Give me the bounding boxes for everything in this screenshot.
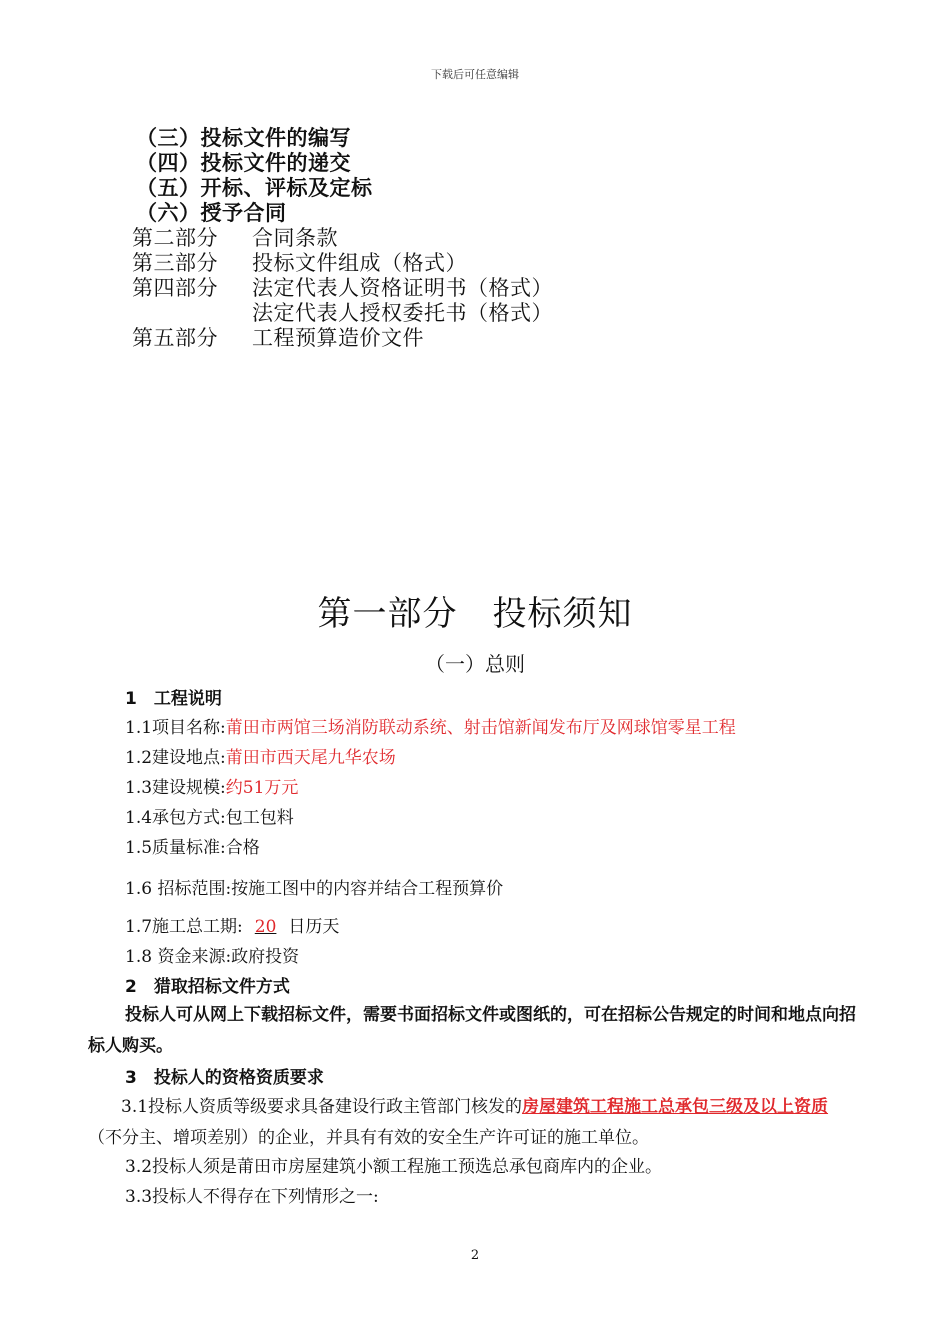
item-value: 包工包料 [225, 808, 294, 828]
toc-item-4: （四）投标文件的递交 [136, 151, 351, 175]
toc-part-4-sub: 法定代表人授权委托书（格式） [252, 301, 553, 325]
toc-part-label: 第五部分 [132, 326, 218, 350]
item-label: 1.3建设规模: [125, 778, 226, 798]
item-value: 莆田市两馆三场消防联动系统、射击馆新闻发布厅及网球馆零星工程 [225, 718, 736, 738]
toc-part-title: 合同条款 [252, 226, 338, 250]
item-1-4 [125, 806, 294, 830]
heading-1: 1 工程说明 [125, 689, 222, 709]
item-value: 莆田市西天尾九华农场 [225, 748, 396, 768]
item-value: 合格 [225, 838, 260, 858]
paragraph-3-2: 3.2投标人须是莆田市房屋建筑小额工程施工预选总承包商库内的企业。 [125, 1157, 663, 1177]
heading-2: 2 猎取招标文件方式 [125, 977, 290, 997]
toc-part-label: 第四部分 [132, 276, 218, 300]
toc-part-label: 第二部分 [132, 226, 218, 250]
item-value: 20 [254, 917, 277, 937]
toc-part-title: 工程预算造价文件 [252, 326, 424, 350]
toc-item-3: （三）投标文件的编写 [136, 126, 351, 150]
page-number: 2 [470, 1248, 480, 1263]
toc-item-5: （五）开标、评标及定标 [136, 176, 373, 200]
toc-part-2 [132, 226, 338, 251]
para-text: （不分主、增项差别）的企业，并具有有效的安全生产许可证的施工单位。 [88, 1128, 649, 1148]
section-title: （一）总则 [425, 652, 525, 676]
paragraph-3-1 [88, 1092, 858, 1154]
item-label: 1.6 招标范围: [125, 879, 232, 899]
toc-part-label: 第三部分 [132, 251, 218, 275]
item-label: 1.7施工总工期: [125, 917, 243, 937]
toc-item-6: （六）授予合同 [136, 201, 287, 225]
part-title: 第一部分 投标须知 [317, 594, 633, 634]
toc-part-title: 法定代表人资格证明书（格式） [252, 276, 553, 300]
item-suffix: 日历天 [288, 917, 340, 937]
item-label: 1.8 资金来源: [125, 947, 232, 967]
item-value: 政府投资 [231, 947, 300, 967]
item-1-6 [125, 877, 503, 901]
heading-3: 3 投标人的资格资质要求 [125, 1068, 324, 1088]
item-value: 按施工图中的内容并结合工程预算价 [231, 879, 504, 899]
paragraph-3-3: 3.3投标人不得存在下列情形之一: [125, 1187, 379, 1207]
item-label: 1.5质量标准: [125, 838, 226, 858]
item-value: 约51万元 [225, 778, 299, 798]
para-text: 3.1投标人资质等级要求具备建设行政主管部门核发的 [121, 1097, 523, 1117]
toc-part-3 [132, 251, 467, 276]
item-1-5 [125, 836, 260, 860]
item-1-3 [125, 776, 298, 800]
toc-part-title: 投标文件组成（格式） [252, 251, 467, 275]
item-1-8 [125, 945, 299, 969]
page-header: 下载后可任意编辑 [431, 68, 519, 81]
item-1-2 [125, 746, 396, 770]
item-label: 1.1项目名称: [125, 718, 226, 738]
toc-part-5 [132, 326, 424, 351]
toc-part-4 [132, 276, 553, 301]
item-1-7 [125, 915, 339, 939]
paragraph-2: 投标人可从网上下载招标文件，需要书面招标文件或图纸的，可在招标公告规定的时间和地点向招标人购买。 [88, 1005, 856, 1056]
item-label: 1.2建设地点: [125, 748, 226, 768]
item-1-1 [125, 716, 736, 740]
qualification-highlight: 房屋建筑工程施工总承包三级及以上资质 [522, 1097, 829, 1117]
item-label: 1.4承包方式: [125, 808, 226, 828]
